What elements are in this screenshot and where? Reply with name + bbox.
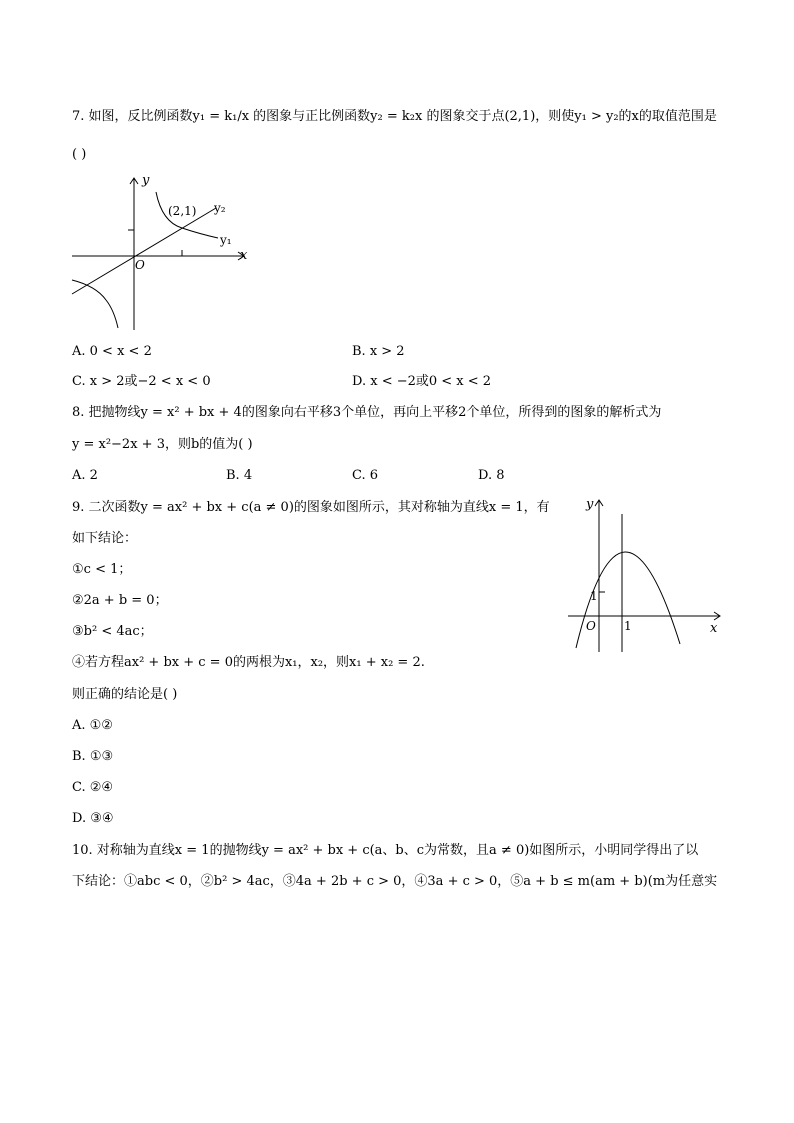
q9-option-a: A. ①② <box>72 718 113 733</box>
q9-stem-line2: 如下结论： <box>72 531 138 546</box>
q7-option-a: A. 0 < x < 2 <box>72 344 152 359</box>
q9-conclusion-1: ①c < 1； <box>72 562 132 577</box>
q7-y2-label: y₂ <box>214 201 226 215</box>
q7-origin-label: O <box>135 258 145 272</box>
q8-option-d: D. 8 <box>478 468 505 483</box>
q7-option-d: D. x < −2或0 < x < 2 <box>352 374 492 389</box>
q8-option-c: C. 6 <box>352 468 379 483</box>
q10-stem: 10. 对称轴为直线x = 1的抛物线y = ax² + bx + c(a、b、c为常数，且a ≠ 0)如图所示，小明同学得出了以 <box>72 843 699 858</box>
q7-option-c: C. x > 2或−2 < x < 0 <box>72 374 211 389</box>
q8-stem: 8. 把抛物线y = x² + bx + 4的图象向右平移3个单位，再向上平移2个单位，所得到的图象的解析式为 <box>72 405 662 420</box>
q8-stem-line2: y = x²−2x + 3，则b的值为( ) <box>72 437 253 452</box>
q9-stem: 9. 二次函数y = ax² + bx + c(a ≠ 0)的图象如图所示，其对称轴为直线x = 1，有 <box>72 500 550 515</box>
q7-stem: 7. 如图，反比例函数y₁ = k₁/x 的图象与正比例函数y₂ = k₂x 的图象交于点(2,1)，则使y₁ > y₂的x的取值范围是 <box>72 109 717 124</box>
q7-y-axis-label: y <box>142 173 150 188</box>
q9-graph <box>566 494 726 656</box>
q9-y-axis-label: y <box>586 497 594 512</box>
q9-option-b: B. ①③ <box>72 749 114 764</box>
q7-x-axis-label: x <box>240 248 248 263</box>
q9-conclusion-2: ②2a + b = 0； <box>72 593 168 608</box>
q9-prompt: 则正确的结论是( ) <box>72 687 178 702</box>
q9-y-tick-label: 1 <box>590 589 598 603</box>
q9-option-c: C. ②④ <box>72 780 114 795</box>
q9-conclusion-4: ④若方程ax² + bx + c = 0的两根为x₁，x₂，则x₁ + x₂ = 2. <box>72 655 425 670</box>
q8-option-b: B. 4 <box>226 468 253 483</box>
q9-origin-label: O <box>586 619 596 633</box>
q9-x-axis-label: x <box>710 621 718 636</box>
q7-paren: ( ) <box>72 147 87 162</box>
q7-hyperbola-lower <box>72 280 118 328</box>
q7-option-b: B. x > 2 <box>352 344 405 359</box>
q7-y1-label: y₁ <box>220 233 232 247</box>
q8-option-a: A. 2 <box>72 468 98 483</box>
q7-graph <box>66 170 256 335</box>
q9-option-d: D. ③④ <box>72 811 114 826</box>
q7-point-label: (2,1) <box>168 204 197 218</box>
q9-conclusion-3: ③b² < 4ac； <box>72 624 153 639</box>
q7-line-y2 <box>72 208 216 294</box>
q10-stem-line2: 下结论：①abc < 0，②b² > 4ac，③4a + 2b + c > 0，④3a + c > 0，⑤a + b ≤ m(am + b)(m为任意实 <box>72 874 718 889</box>
q9-x-tick-label: 1 <box>624 619 632 633</box>
